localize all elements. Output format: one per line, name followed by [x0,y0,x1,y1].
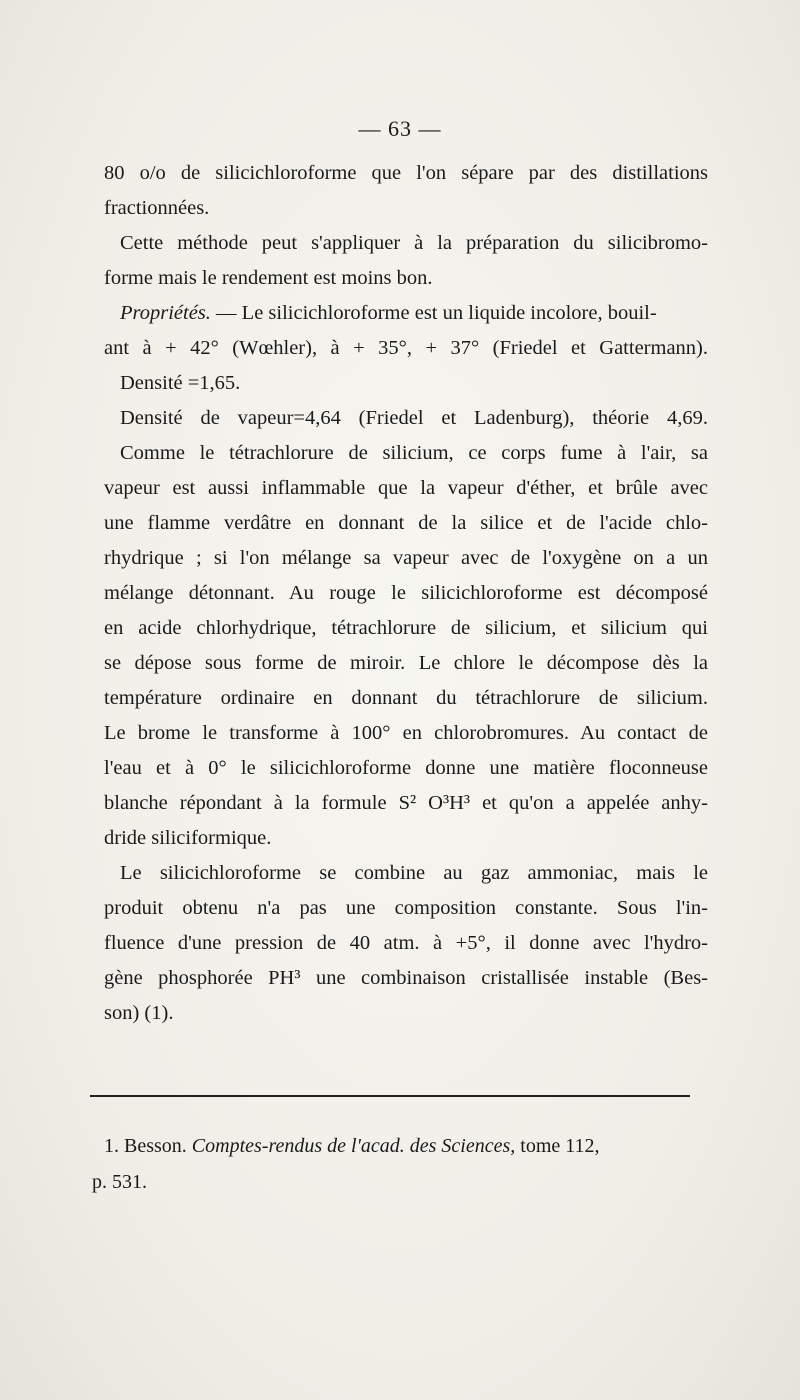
footnote-line [104,1128,698,1164]
text-line: se dépose sous forme de miroir. Le chlore le décompose dès la [104,652,708,674]
text-line: température ordinaire en donnant du tétrachlorure de silicium. [104,687,708,709]
footnote [92,1128,698,1200]
section-heading: Propriétés. [120,302,211,324]
footnote-line: p. 531. [92,1171,147,1193]
text-line: Le brome le transforme à 100° en chlorobromures. Au contact de [104,722,708,744]
text-line: une flamme verdâtre en donnant de la silice et de l'acide chlo- [104,512,708,534]
text-line: ant à + 42° (Wœhler), à + 35°, + 37° (Friedel et Gattermann). [104,337,708,359]
text-line: Densité =1,65. [120,372,241,394]
text-fragment: — Le silicichloroforme est un liquide incolore, bouil- [210,302,657,324]
text-line: Cette méthode peut s'appliquer à la préparation du silicibromo- [120,232,708,254]
text-line: blanche répondant à la formule S² O³H³ et qu'on a appelée anhy- [104,792,708,814]
text-line: Comme le tétrachlorure de silicium, ce corps fume à l'air, sa [120,442,708,464]
text-line: en acide chlorhydrique, tétrachlorure de silicium, et silicium qui [104,617,708,639]
footnote-title: Comptes-rendus de l'acad. des Sciences, [191,1135,516,1157]
text-line: dride siliciformique. [104,827,272,849]
text-line: forme mais le rendement est moins bon. [104,267,433,289]
text-line [104,296,708,331]
text-line: rhydrique ; si l'on mélange sa vapeur avec de l'oxygène on a un [104,547,708,569]
text-line: Le silicichloroforme se combine au gaz ammoniac, mais le [120,862,708,884]
text-line: gène phosphorée PH³ une combinaison cristallisée instable (Bes- [104,967,708,989]
text-line: l'eau et à 0° le silicichloroforme donne une matière floconneuse [104,757,708,779]
body-text [104,156,708,1031]
page-number: — 63 — [358,116,442,141]
footnote-volume: tome 112, [515,1135,600,1157]
footnote-ref: 1. Besson. [104,1135,192,1157]
text-line: Densité de vapeur=4,64 (Friedel et Ladenburg), théorie 4,69. [120,407,708,429]
text-line: fluence d'une pression de 40 atm. à +5°, il donne avec l'hydro- [104,932,708,954]
text-line: vapeur est aussi inflammable que la vapeur d'éther, et brûle avec [104,477,708,499]
text-line: son) (1). [104,1002,174,1024]
footnote-divider [90,1095,690,1097]
text-line: mélange détonnant. Au rouge le silicichloroforme est décomposé [104,582,708,604]
text-line: 80 o/o de silicichloroforme que l'on sépare par des distillations [104,162,708,184]
text-line: produit obtenu n'a pas une composition constante. Sous l'in- [104,897,708,919]
text-line: fractionnées. [104,197,210,219]
